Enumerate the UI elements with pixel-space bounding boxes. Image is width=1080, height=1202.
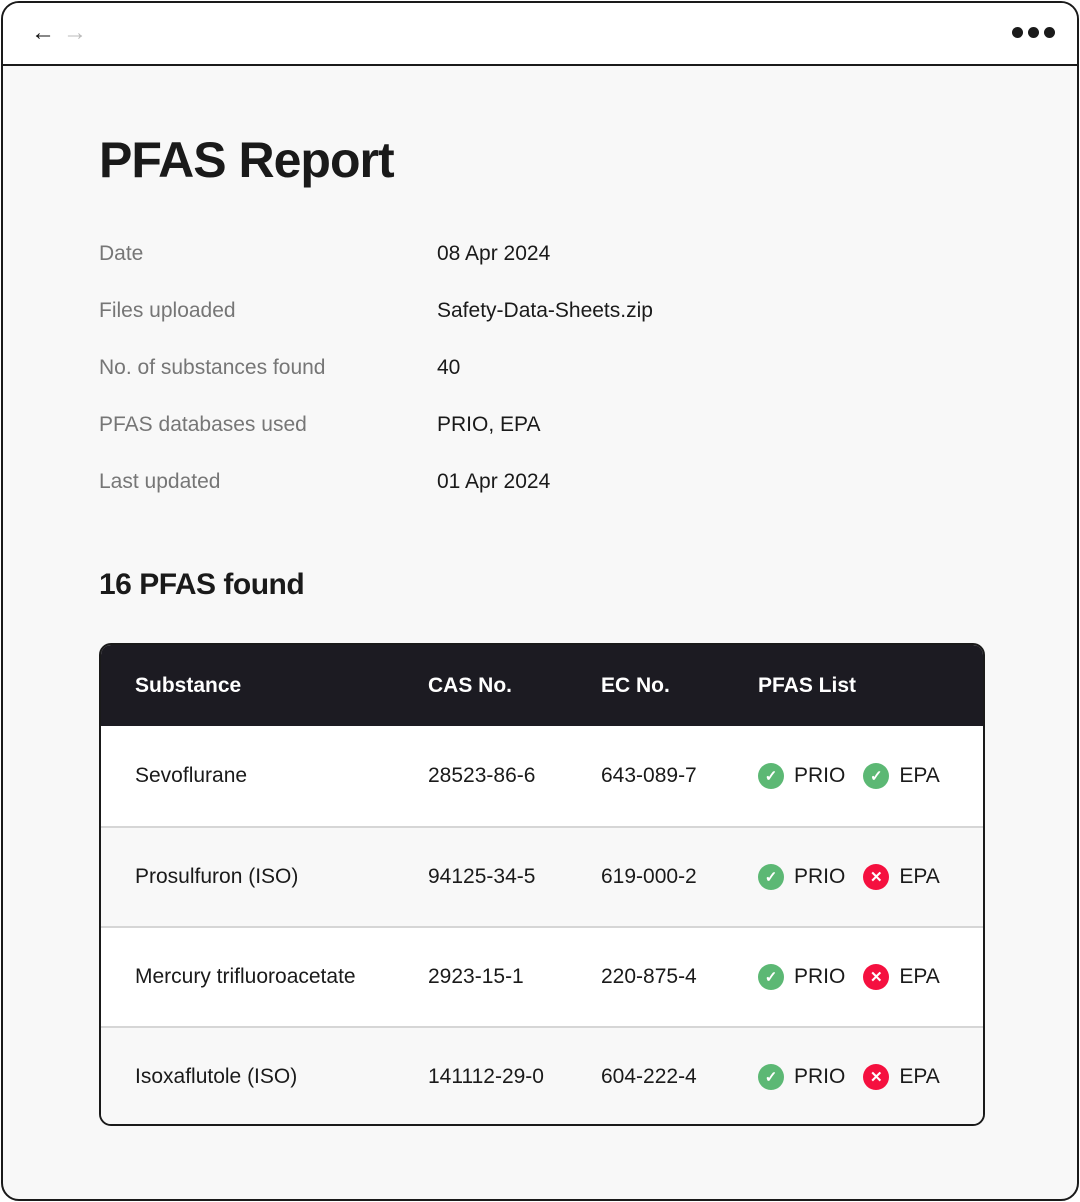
pfas-list-badge [758, 763, 845, 789]
list-name: PRIO [794, 764, 846, 787]
check-circle-icon: ✓ [758, 964, 784, 990]
meta-value: PRIO, EPA [437, 413, 541, 436]
pfas-list-badge [863, 964, 939, 990]
check-circle-icon: ✓ [758, 864, 784, 890]
substance-cell: Mercury trifluoroacetate [135, 965, 356, 988]
pfas-list-badge [863, 1064, 939, 1090]
ec-cell: 643-089-7 [601, 764, 697, 787]
meta-row [99, 467, 653, 524]
cas-cell: 141112-29-0 [428, 1065, 544, 1088]
header-substance: Substance [135, 673, 242, 697]
meta-value: Safety-Data-Sheets.zip [437, 299, 653, 322]
list-name: PRIO [794, 1065, 846, 1088]
pfas-list-badge [863, 763, 939, 789]
substance-cell: Prosulfuron (ISO) [135, 865, 299, 888]
list-name: EPA [899, 965, 940, 988]
pfas-list-badge [758, 964, 845, 990]
ec-cell: 220-875-4 [601, 965, 697, 988]
check-circle-icon: ✓ [758, 763, 784, 789]
meta-label: Files uploaded [99, 299, 236, 322]
more-options-icon[interactable] [1012, 27, 1055, 38]
pfas-table [99, 643, 985, 1126]
back-arrow-icon[interactable]: ← [31, 19, 55, 46]
browser-toolbar [3, 3, 1077, 66]
pfas-list-cell [758, 763, 958, 789]
meta-label: No. of substances found [99, 356, 326, 379]
pfas-list-badge [758, 1064, 845, 1090]
table-row[interactable] [101, 926, 983, 1026]
pfas-list-badge [758, 864, 845, 890]
page-title: PFAS Report [99, 132, 394, 188]
substance-cell: Isoxaflutole (ISO) [135, 1065, 298, 1088]
pfas-list-badge [863, 864, 939, 890]
cas-cell: 2923-15-1 [428, 965, 524, 988]
meta-row [99, 296, 653, 353]
ec-cell: 604-222-4 [601, 1065, 697, 1088]
pfas-list-cell [758, 964, 958, 990]
check-circle-icon: ✓ [758, 1064, 784, 1090]
list-name: EPA [899, 764, 940, 787]
meta-label: PFAS databases used [99, 413, 307, 436]
table-row[interactable] [101, 726, 983, 826]
x-circle-icon: ✕ [863, 864, 889, 890]
substance-cell: Sevoflurane [135, 764, 248, 787]
cas-cell: 94125-34-5 [428, 865, 536, 888]
pfas-list-cell [758, 1064, 958, 1090]
header-pfas-list: PFAS List [758, 673, 857, 697]
list-name: EPA [899, 865, 940, 888]
x-circle-icon: ✕ [863, 1064, 889, 1090]
meta-value: 01 Apr 2024 [437, 470, 551, 493]
meta-label: Date [99, 242, 144, 265]
table-row[interactable] [101, 826, 983, 926]
forward-arrow-icon[interactable]: → [63, 19, 87, 46]
table-header [101, 645, 983, 726]
pfas-list-cell [758, 864, 958, 890]
meta-row [99, 353, 653, 410]
meta-label: Last updated [99, 470, 221, 493]
header-cas: CAS No. [428, 673, 512, 697]
meta-row [99, 239, 653, 296]
meta-value: 40 [437, 356, 461, 379]
meta-value: 08 Apr 2024 [437, 242, 551, 265]
list-name: PRIO [794, 965, 846, 988]
found-heading: 16 PFAS found [99, 568, 305, 601]
list-name: EPA [899, 1065, 940, 1088]
meta-row [99, 410, 653, 467]
header-ec: EC No. [601, 673, 670, 697]
report-meta [99, 239, 653, 524]
x-circle-icon: ✕ [863, 964, 889, 990]
browser-window [1, 1, 1079, 1201]
check-circle-icon: ✓ [863, 763, 889, 789]
table-row[interactable] [101, 1026, 983, 1126]
list-name: PRIO [794, 865, 846, 888]
ec-cell: 619-000-2 [601, 865, 697, 888]
cas-cell: 28523-86-6 [428, 764, 536, 787]
